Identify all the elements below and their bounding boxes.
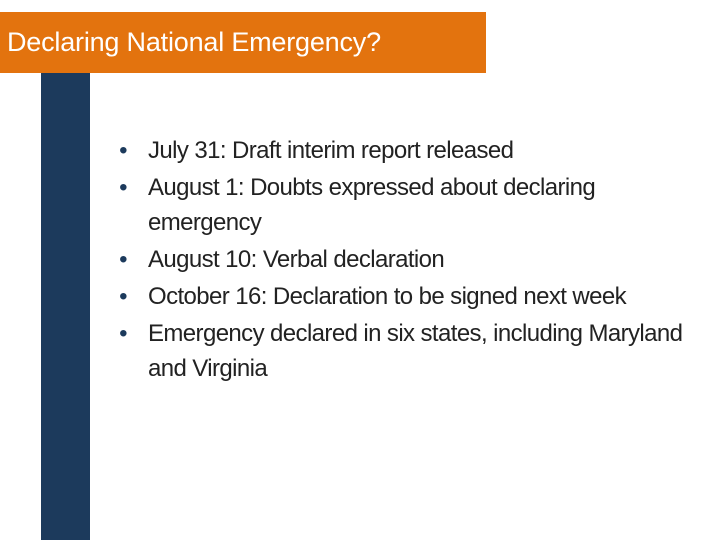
- bullet-item: [113, 242, 693, 277]
- bullet-text: August 10: Verbal declaration: [148, 246, 445, 273]
- bullet-marker: •: [119, 137, 127, 164]
- bullet-text: October 16: Declaration to be signed next week: [148, 283, 627, 310]
- bullet-item: [113, 133, 693, 168]
- bullet-text: Emergency declared in six states, including Maryland and Virginia: [148, 320, 683, 382]
- bullet-item: [113, 316, 693, 386]
- bullet-item: [113, 170, 693, 240]
- bullet-list: [113, 133, 693, 388]
- title-banner: [0, 12, 486, 73]
- bullet-marker: •: [119, 174, 127, 201]
- side-accent-bar: [41, 72, 90, 540]
- bullet-marker: •: [119, 320, 127, 347]
- bullet-marker: •: [119, 283, 127, 310]
- bullet-text: August 1: Doubts expressed about declaring emergency: [148, 174, 596, 236]
- bullet-text: July 31: Draft interim report released: [148, 137, 514, 164]
- bullet-marker: •: [119, 246, 127, 273]
- bullet-item: [113, 279, 693, 314]
- slide-title: Declaring National Emergency?: [7, 27, 381, 57]
